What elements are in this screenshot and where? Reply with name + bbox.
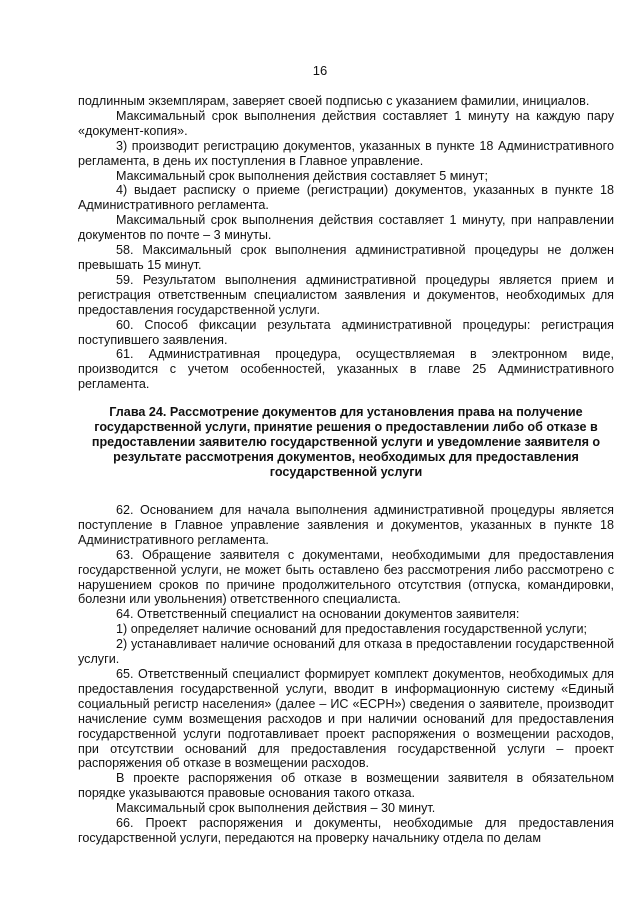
body-text-top: [78, 94, 614, 392]
paragraph: В проекте распоряжения об отказе в возмещении заявителя в обязательном порядке указываются правовые основания такого отказа.: [78, 771, 614, 801]
chapter-title: Глава 24. Рассмотрение документов для установления права на получение государственной услуги, принятие решения о предоставлении либо об отказе в предоставлении заявителю государственной услуги и уведомление заявителя о результате рассмотрения документов, необходимых для предоставления государственной услуги: [91, 405, 601, 479]
paragraph: 64. Ответственный специалист на основании документов заявителя:: [116, 607, 520, 622]
paragraph: 59. Результатом выполнения административной процедуры является прием и регистрация ответственным специалистом заявления и документов, необходимых для предоставления государственной услуги.: [78, 272, 614, 317]
paragraph: Максимальный срок выполнения действия составляет 5 минут;: [116, 168, 488, 183]
paragraph: Максимальный срок выполнения действия – 30 минут.: [116, 801, 436, 816]
paragraph: 3) производит регистрацию документов, указанных в пункте 18 Административного регламента, в день их поступления в Главное управление.: [78, 138, 614, 168]
body-text-bottom: [78, 503, 614, 846]
paragraph: 2) устанавливает наличие оснований для отказа в предоставлении государственной услуги.: [78, 637, 614, 667]
paragraph: 58. Максимальный срок выполнения административной процедуры не должен превышать 15 минут.: [78, 243, 614, 272]
paragraph: 63. Обращение заявителя с документами, необходимыми для предоставления государственной услуги, не может быть оставлено без рассмотрения либо рассмотрено с нарушением сроков по причине продолжительного отсутствия (отпуска, командировки, болезни или увольнения) ответственного специалиста.: [78, 547, 614, 607]
paragraph: подлинным экземплярам, заверяет своей подписью с указанием фамилии, инициалов.: [78, 94, 590, 108]
paragraph: 1) определяет наличие оснований для предоставления государственной услуги;: [116, 622, 588, 637]
paragraph: 66. Проект распоряжения и документы, необходимые для предоставления государственной услуги, передаются на проверку начальнику отдела по делам: [78, 816, 614, 845]
paragraph: 60. Способ фиксации результата административной процедуры: регистрация поступившего заявления.: [78, 317, 614, 347]
paragraph: Максимальный срок выполнения действия составляет 1 минуту на каждую пару «документ-копия».: [78, 108, 614, 138]
paragraph: 62. Основанием для начала выполнения административной процедуры является поступление в Главное управление заявления и документов, указанных в пункте 18 Административного регламента.: [78, 503, 614, 547]
paragraph: 65. Ответственный специалист формирует комплект документов, необходимых для предоставления государственной услуги, вводит в информационную систему «Единый социальный регистр населения» (далее – ИС «ЕСРН») сведения о заявителе, производит начисление сумм возмещения расходов и при наличии оснований для предоставления государственной услуги подготавливает проект распоряжения о возмещении расходов, при отсутствии оснований для предоставления государственной услуги – проект распоряжения об отказе в возмещении расходов.: [78, 666, 614, 771]
page-number: 16: [312, 63, 328, 78]
paragraph: 4) выдает расписку о приеме (регистрации) документов, указанных в пункте 18 Административного регламента.: [78, 183, 614, 213]
paragraph: 61. Административная процедура, осуществляемая в электронном виде, производится с учетом особенностей, указанных в главе 25 Административного регламента.: [78, 347, 614, 392]
paragraph: Максимальный срок выполнения действия составляет 1 минуту, при направлении документов по почте – 3 минуты.: [78, 213, 614, 243]
